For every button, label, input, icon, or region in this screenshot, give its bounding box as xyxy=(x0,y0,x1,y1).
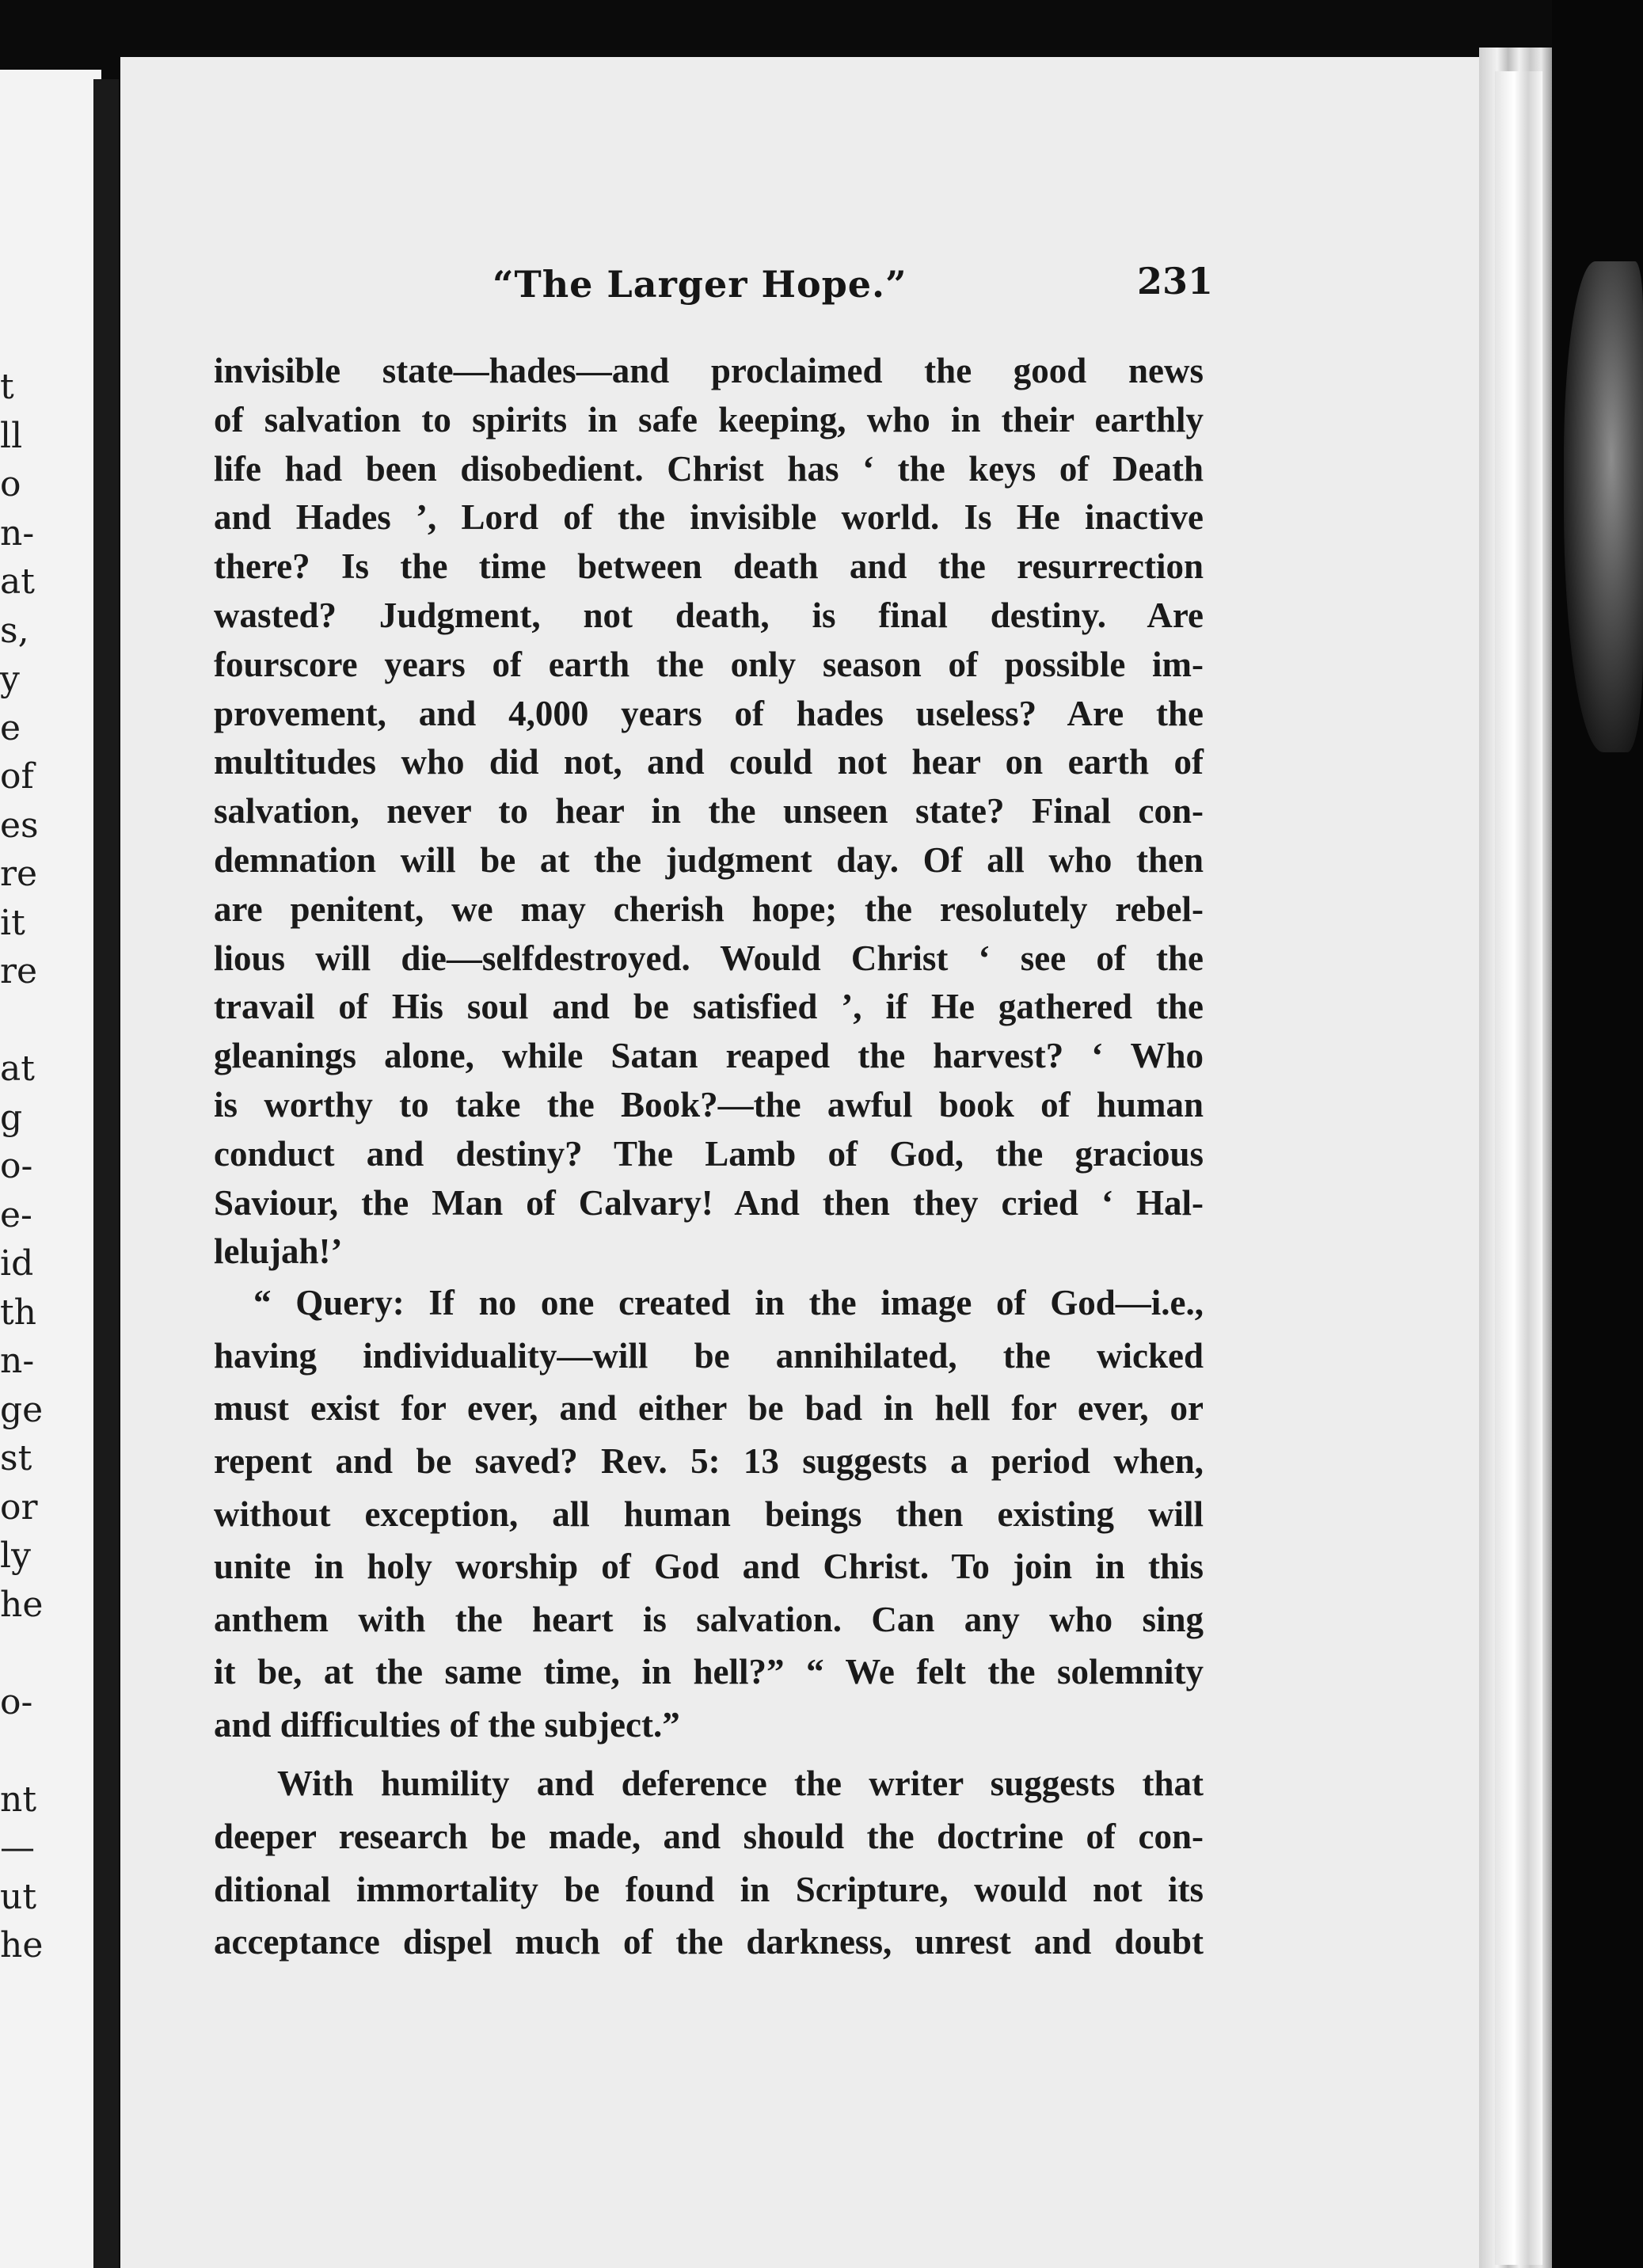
left-page-fragment: es xyxy=(0,805,39,846)
left-page-sliver xyxy=(0,70,101,2268)
page-edges-inner xyxy=(1495,71,1542,2265)
left-page-fragment: — xyxy=(0,1828,35,1868)
left-page-fragment: ll xyxy=(0,415,23,456)
left-page-fragment: re xyxy=(0,951,38,991)
left-page-fragment: st xyxy=(0,1438,32,1478)
left-page-fragment: re xyxy=(0,854,38,894)
text-line: of salvation to spirits in safe keeping, who in their earthly xyxy=(214,399,1204,440)
left-page-fragment: th xyxy=(0,1292,37,1333)
left-page-fragment: e xyxy=(0,707,21,748)
text-line: it be, at the same time, in hell?” “ We felt the solemnity xyxy=(214,1652,1204,1692)
text-line: and Hades ’, Lord of the invisible world. Is He inactive xyxy=(214,497,1204,538)
left-page-fragment: it xyxy=(0,902,25,943)
text-line: “ Query: If no one created in the image of God—i.e., xyxy=(253,1283,1204,1323)
text-line: acceptance dispel much of the darkness, unrest and doubt xyxy=(214,1922,1204,1962)
left-page-fragment: or xyxy=(0,1486,38,1528)
text-line: Saviour, the Man of Calvary! And then they cried ‘ Hal- xyxy=(214,1182,1204,1223)
left-page-fragment: s, xyxy=(0,610,29,651)
left-page-fragment xyxy=(0,1726,79,1775)
text-line: ditional immortality be found in Scripture, would not its xyxy=(214,1869,1204,1909)
text-line: must exist for ever, and either be bad in hell for ever, or xyxy=(214,1388,1204,1429)
left-page-fragment: t xyxy=(0,367,14,407)
left-page-fragment xyxy=(0,1629,79,1678)
paragraph-1 xyxy=(214,347,1204,1277)
left-page-fragment: at xyxy=(0,561,35,602)
text-line: unite in holy worship of God and Christ. To join in this xyxy=(214,1547,1204,1587)
body-text xyxy=(214,347,1204,1969)
book-gutter xyxy=(93,79,119,2268)
left-page-fragment: e- xyxy=(0,1194,32,1235)
text-line: provement, and 4,000 years of hades useless? Are the xyxy=(214,693,1204,733)
left-page-fragment: he xyxy=(0,1584,44,1625)
left-page-fragment: ge xyxy=(0,1389,44,1430)
left-page-fragment: he xyxy=(0,1925,44,1965)
text-line: gleanings alone, while Satan reaped the harvest? ‘ Who xyxy=(214,1036,1204,1076)
left-page-fragment: o xyxy=(0,464,21,504)
paragraph-gap xyxy=(214,1751,1204,1757)
left-page-fragment: n- xyxy=(0,512,35,554)
left-page-fragment: o- xyxy=(0,1681,33,1722)
text-line: lelujah!’ xyxy=(214,1231,343,1272)
text-line: fourscore years of earth the only season of possible im- xyxy=(214,644,1204,684)
paragraph-2 xyxy=(214,1277,1204,1751)
text-line: repent and be saved? Rev. 5: 13 suggests a period when, xyxy=(214,1440,1204,1481)
left-page-fragment: o- xyxy=(0,1146,33,1186)
left-page-fragment: nt xyxy=(0,1779,37,1820)
text-line: wasted? Judgment, not death, is final destiny. Are xyxy=(214,595,1204,635)
left-page-fragment: at xyxy=(0,1048,35,1089)
text-line: are penitent, we may cherish hope; the resolutely rebel- xyxy=(214,889,1204,929)
text-line: lious will die—selfdestroyed. Would Christ ‘ see of the xyxy=(214,938,1204,978)
text-line: salvation, never to hear in the unseen state? Final con- xyxy=(214,791,1204,831)
page-number: 231 xyxy=(1137,260,1214,303)
left-page-fragment: ly xyxy=(0,1535,31,1576)
text-line: anthem with the heart is salvation. Can any who sing xyxy=(214,1599,1204,1639)
left-page-fragment xyxy=(0,996,79,1045)
text-line: demnation will be at the judgment day. Of all who then xyxy=(214,839,1204,880)
left-page-fragment: ut xyxy=(0,1876,37,1917)
paragraph-3 xyxy=(214,1757,1204,1968)
text-line: and difficulties of the subject.” xyxy=(214,1704,680,1745)
left-page-fragment: y xyxy=(0,659,20,699)
left-page-fragment: g xyxy=(0,1097,23,1138)
text-line: travail of His soul and be satisfied ’, if He gathered the xyxy=(214,987,1204,1027)
text-line: there? Is the time between death and the resurrection xyxy=(214,546,1204,587)
background-object xyxy=(1564,261,1643,752)
text-line: multitudes who did not, and could not hear on earth of xyxy=(214,742,1204,782)
text-line: conduct and destiny? The Lamb of God, the gracious xyxy=(214,1133,1204,1174)
text-line: With humility and deference the writer suggests that xyxy=(277,1764,1204,1804)
text-line: having individuality—will be annihilated, the wicked xyxy=(214,1335,1204,1376)
left-page-fragment: id xyxy=(0,1243,34,1284)
text-line: invisible state—hades—and proclaimed the good news xyxy=(214,351,1204,390)
running-head: “The Larger Hope.” xyxy=(493,263,907,306)
text-line: deeper research be made, and should the doctrine of con- xyxy=(214,1817,1204,1857)
left-page-fragment: n- xyxy=(0,1341,35,1381)
text-line: life had been disobedient. Christ has ‘ the keys of Death xyxy=(214,448,1204,489)
left-page-text-fragments xyxy=(0,363,79,1970)
text-line: without exception, all human beings then existing will xyxy=(214,1494,1204,1534)
text-line: is worthy to take the Book?—the awful book of human xyxy=(214,1084,1204,1124)
left-page-fragment: of xyxy=(0,756,34,797)
